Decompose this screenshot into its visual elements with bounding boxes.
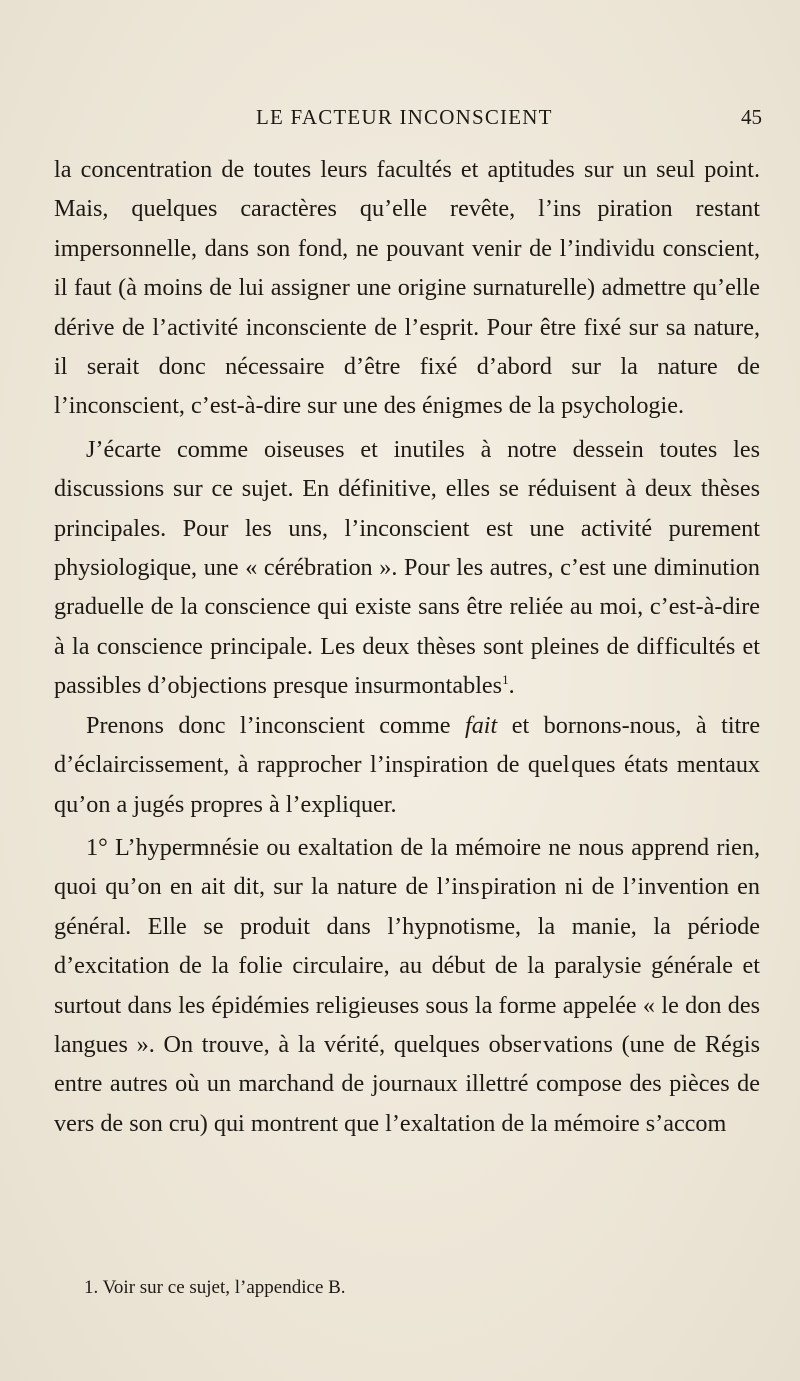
text-line: gner une origine surnaturelle) admettre qu’elle dérive de <box>54 274 760 341</box>
paragraph-3 <box>54 706 760 824</box>
text-line: nature de l’inconscient, c’est-à-dire sur une des énigmes de <box>54 353 761 420</box>
footnote-reference[interactable]: 1 <box>502 672 509 688</box>
text-line: Pour les autres, c’est une diminution graduelle de la cons <box>54 554 760 621</box>
text-line: à deux thèses principales. Pour les uns, l’inconscient est <box>54 475 760 542</box>
text-line: piration ni de l’invention en général. Elle se produit dans <box>54 873 760 940</box>
text-line: une activité purement physiologique, une « cérébration ». <box>54 514 760 582</box>
text-line: journaux illettré compose des pièces de vers de son cru) <box>54 1070 761 1137</box>
text-line: ficultés et passibles d’objections presque insurmontables <box>54 632 761 700</box>
text-line: la psychologie. <box>537 392 685 420</box>
text-line: J’écarte comme oiseuses et inutiles à notre dessein toutes <box>86 435 718 463</box>
text-line: conscience principale. Les deux thèses sont pleines de dif <box>96 632 664 660</box>
page-number: 45 <box>741 105 762 129</box>
text-line: la concentration de toutes leurs facultés et aptitudes sur un <box>54 156 647 183</box>
text-line: apprend rien, quoi qu’on en ait dit, sur la nature de l’ins <box>54 833 761 901</box>
paragraph-2 <box>54 430 760 706</box>
text-line: ques états mentaux qu’on a jugés propres à l’expliquer. <box>54 751 761 818</box>
text-line: dans les épidémies religieuses sous la forme appelée « le <box>127 991 679 1019</box>
text-line: circulaire, au début de la paralysie générale et surtout <box>54 952 760 1019</box>
text-line: seul point. Mais, quelques caractères qu’elle revête, l’ins <box>54 156 761 223</box>
sentence-end: . <box>508 672 515 700</box>
text-line: à titre d’éclaircissement, à rapprocher l’inspiration de quel <box>54 711 761 779</box>
text-line: cience qui existe sans être reliée au moi, c’est-à-dire à la <box>54 593 761 660</box>
paragraph-1 <box>54 150 760 426</box>
body-text <box>54 150 760 1143</box>
text-line: piration restant impersonnelle, dans son fond, ne pouvant <box>54 195 760 262</box>
text-line: et bornons-nous, <box>511 711 682 739</box>
book-page <box>54 0 762 1298</box>
text-line: vations (une de Régis entre autres où un marchand de <box>54 1030 761 1098</box>
text-line: 1° L’hypermnésie ou exaltation de la mémoire ne nous <box>86 833 625 861</box>
footnote: 1. Voir sur ce sujet, l’appendice B. <box>84 1277 346 1298</box>
text-line: les discussions sur ce sujet. En définitive, elles se réduisent <box>54 435 760 503</box>
text-line: Prenons donc l’inconscient comme <box>86 711 451 739</box>
text-line: qui montrent que l’exaltation de la mémoire s’accom <box>213 1109 727 1137</box>
text-line: venir de l’individu conscient, il faut (à moins de lui assi <box>54 234 761 302</box>
emphasis-word: fait <box>464 711 498 739</box>
text-line: nature, il serait donc nécessaire d’être fixé d’abord sur la <box>54 313 761 381</box>
text-line: l’activité inconsciente de l’esprit. Pour être fixé sur sa <box>152 313 686 341</box>
text-line: l’hypnotisme, la manie, la période d’excitation de la folie <box>54 912 760 980</box>
text-line: don des langues ». On trouve, à la vérité, quelques obser <box>54 991 760 1058</box>
paragraph-4 <box>54 828 760 1143</box>
running-head-title: LE FACTEUR INCONSCIENT <box>256 105 553 129</box>
running-head <box>54 0 760 150</box>
